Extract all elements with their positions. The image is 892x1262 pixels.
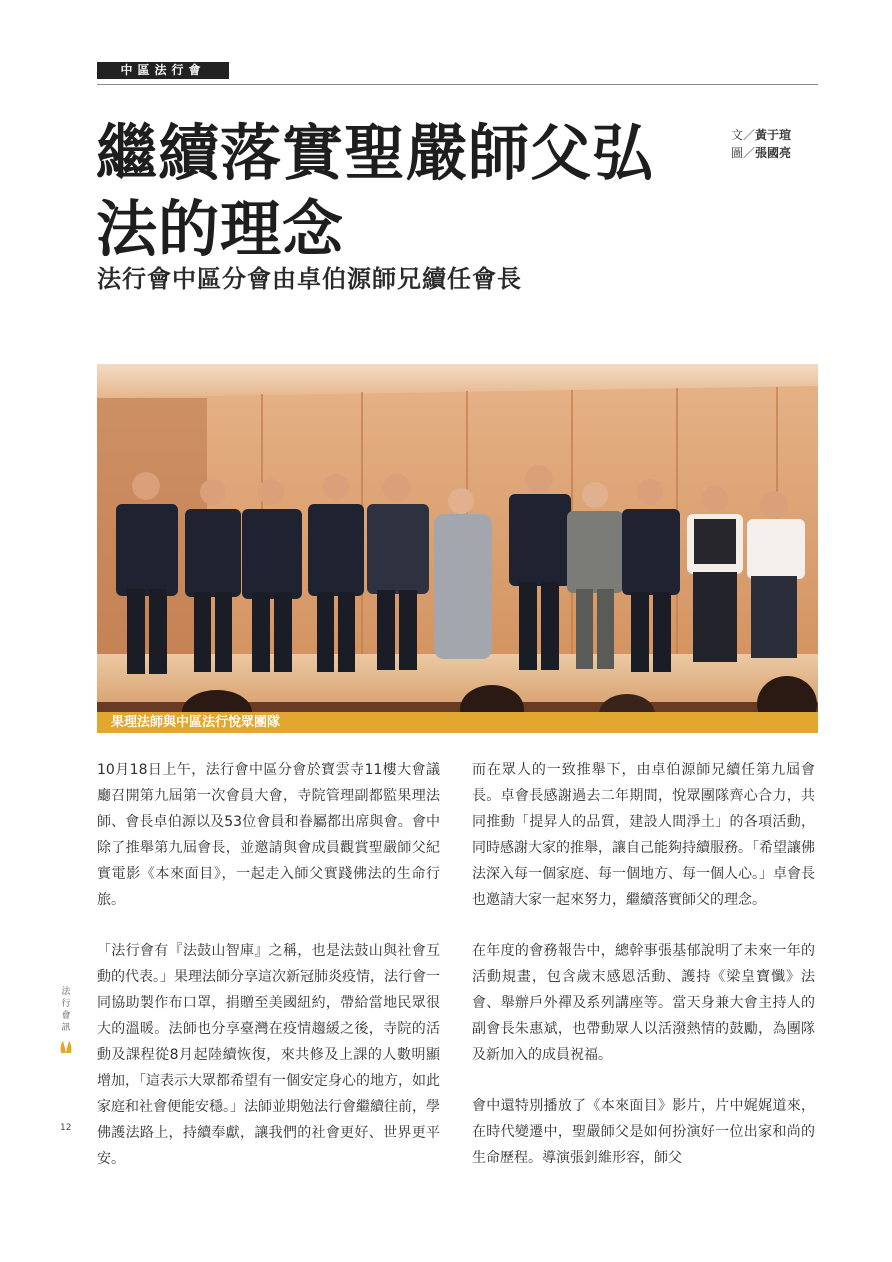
group-photo xyxy=(97,364,818,733)
section-tag: 中區法行會 xyxy=(97,62,229,79)
article-subtitle: 法行會中區分會由卓伯源師兄續任會長 xyxy=(97,265,522,293)
paragraph: 在年度的會務報告中，總幹事張基郁說明了未來一年的活動規畫，包含歲末感恩活動、護持《梁皇寶懺》法會、舉辦戶外禪及系列講座等。當天身兼大會主持人的副會長朱惠斌，也帶動眾人以活潑熱情的鼓勵，為團隊及新加入的成員祝福。 xyxy=(472,943,815,1063)
magazine-logo: 法行會訊 xyxy=(61,987,71,1033)
article-title: 繼續落實聖嚴師父弘法的理念 xyxy=(96,118,655,265)
paragraph: 「法行會有『法鼓山智庫』之稱，也是法鼓山與社會互動的代表。」果理法師分享這次新冠肺炎疫情，法行會一同協助製作布口罩，捐贈至美國紐約，帶給當地民眾很大的溫暖。法師也分享臺灣在疫情趨緩之後，寺院的活動及課程從8月起陸續恢復，來共修及上課的人數明顯增加，「這表示大眾都希望有一個安定身心的地方，如此家庭和社會便能安穩。」法師並期勉法行會繼續往前，學佛護法路上，持續奉獻，讓我們的社會更好、世界更平安。 xyxy=(97,943,440,1167)
right-column xyxy=(472,757,815,1196)
photo-caption: 果理法師與中區法行悅眾團隊 xyxy=(97,712,818,733)
header-rule xyxy=(97,84,818,85)
paragraph: 10月18日上午，法行會中區分會於寶雲寺11樓大會議廳召開第九屆第一次會員大會，寺院管理副都監果理法師、會長卓伯源以及53位會員和眷屬都出席與會。會中除了推舉第九屆會長，並邀請與會成員觀賞聖嚴師父紀實電影《本來面目》，一起走入師父實踐佛法的生命行旅。 xyxy=(97,762,440,908)
paragraph: 會中還特別播放了《本來面目》影片，片中娓娓道來，在時代變遷中，聖嚴師父是如何扮演好一位出家和尚的生命歷程。導演張釗維形容，師父 xyxy=(472,1098,815,1166)
paragraph: 而在眾人的一致推舉下，由卓伯源師兄續任第九屆會長。卓會長感謝過去二年期間，悅眾團隊齊心合力，共同推動「提昇人的品質，建設人間淨土」的各項活動，同時感謝大家的推舉，讓自己能夠持續服務。「希望讓佛法深入每一個家庭、每一個地方、每一個人心。」卓會長也邀請大家一起來努力，繼續落實師父的理念。 xyxy=(472,762,815,908)
lotus-hands-icon xyxy=(58,1038,74,1054)
group-photo-illustration xyxy=(97,364,818,733)
left-column xyxy=(97,757,440,1197)
page-number: 12 xyxy=(60,1123,72,1133)
credit-photographer: 圖／張國亮 xyxy=(731,146,792,160)
article-credits xyxy=(731,126,821,162)
credit-writer: 文／黃于瑄 xyxy=(731,128,792,142)
